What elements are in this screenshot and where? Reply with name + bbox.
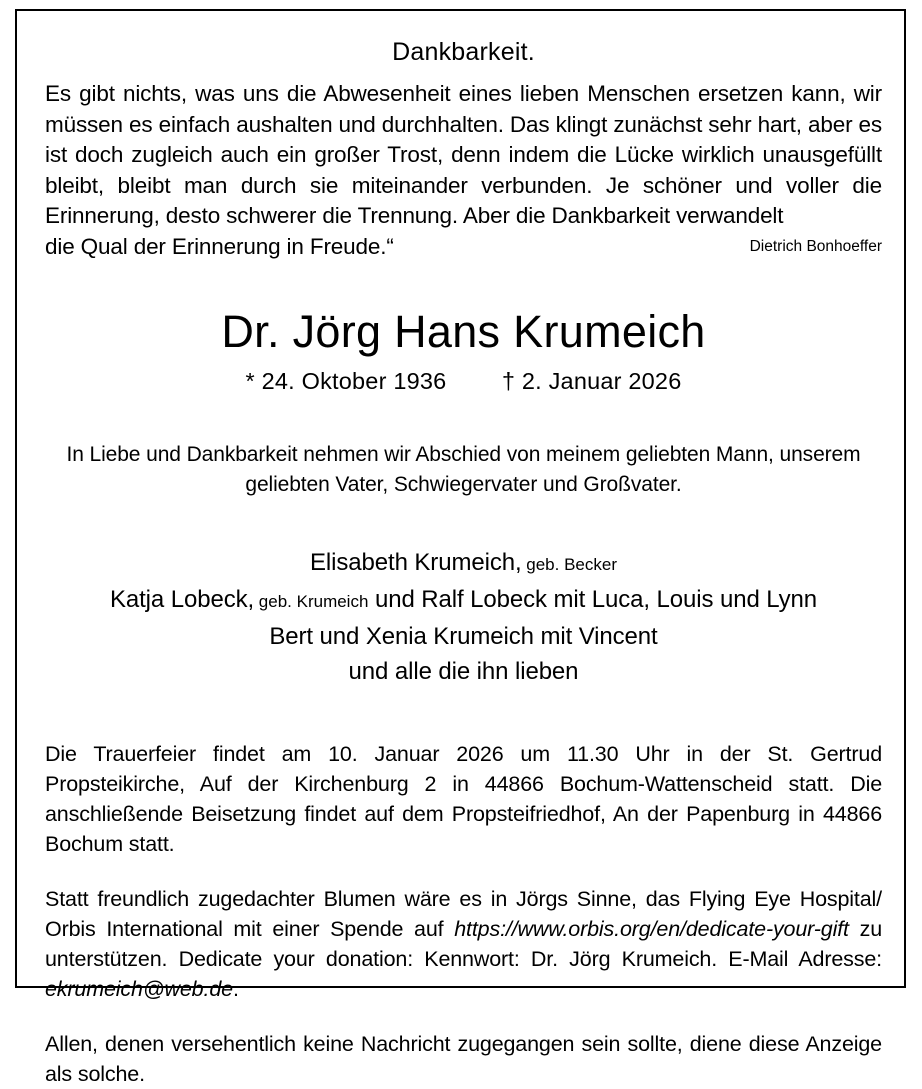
donation-text-3: . [232, 977, 239, 1001]
donation-text-1: Statt freundlich zugedachter Blumen wäre es in Jörgs Sinne, das Flying Eye Hospital/ Orbis International mit einer Spende auf [45, 887, 882, 941]
life-dates [45, 366, 882, 396]
donation-url: https://www.orbis.org/en/dedicate-your-gift [454, 917, 849, 941]
survivor-name: und alle die ihn lieben [348, 658, 579, 685]
deceased-name: Dr. Jörg Hans Krumeich [221, 306, 706, 357]
survivor-maiden-name: geb. Krumeich [254, 592, 369, 611]
survivor-line [45, 545, 882, 582]
survivor-maiden-name: geb. Becker [521, 555, 617, 574]
closing-note: Allen, denen versehentlich keine Nachricht zugegangen sein sollte, diene diese Anzeige als solche. [45, 1032, 882, 1086]
quote-attribution: Dietrich Bonhoeffer [749, 237, 882, 255]
dedication-text: In Liebe und Dankbarkeit nehmen wir Abschied von meinem geliebten Mann, unserem geliebten Vater, Schwiegervater und Großvater. [66, 443, 861, 496]
death-date: † 2. Januar 2026 [501, 368, 682, 394]
survivor-name-cont: und Ralf Lobeck mit Luca, Louis und Lynn [368, 586, 818, 613]
donation-request [45, 884, 882, 1004]
survivor-line [45, 582, 882, 619]
funeral-details: Die Trauerfeier findet am 10. Januar 2026 um 11.30 Uhr in der St. Gertrud Propsteikirche, Auf der Kirchenburg 2 in 44866 Bochum-Wattenscheid statt. Die anschließende Beisetzung findet auf dem Propsteifriedhof, An der Papenburg in 44866 Bochum statt. [45, 742, 882, 856]
survivor-name: Elisabeth Krumeich, [310, 549, 522, 576]
notice-heading: Dankbarkeit. [392, 38, 535, 66]
memorial-quote [45, 79, 882, 262]
obituary-notice-frame [15, 9, 906, 1086]
notice-content [45, 11, 883, 1086]
donation-text-2: zu unterstützen. Dedicate your donation: Kennwort: Dr. Jörg Krumeich. E-Mail Adresse: [45, 917, 883, 971]
survivor-line [45, 619, 882, 654]
quote-last-line-text: die Qual der Erinnerung in Freude.“ [45, 233, 394, 259]
quote-last-line [45, 232, 882, 263]
quote-body: Es gibt nichts, was uns die Abwesenheit eines lieben Menschen ersetzen kann, wir müssen es einfach aushalten und durchhalten. Das klingt zunächst sehr hart, aber es ist doch zugleich auch ein großer Trost, denn indem die Lücke wirklich unausgefüllt bleibt, bleibt man durch sie miteinander verbunden. Je schöner und voller die Erinnerung, desto schwerer die Trennung. Aber die Dankbarkeit verwandelt [45, 81, 882, 228]
birth-date: * 24. Oktober 1936 [245, 368, 447, 394]
survivor-name: Bert und Xenia Krumeich mit Vincent [269, 623, 658, 650]
survivors-list [45, 545, 882, 689]
survivor-name: Katja Lobeck, [109, 586, 255, 613]
donation-email: ekrumeich@web.de [45, 977, 233, 1001]
survivor-line [45, 654, 882, 689]
